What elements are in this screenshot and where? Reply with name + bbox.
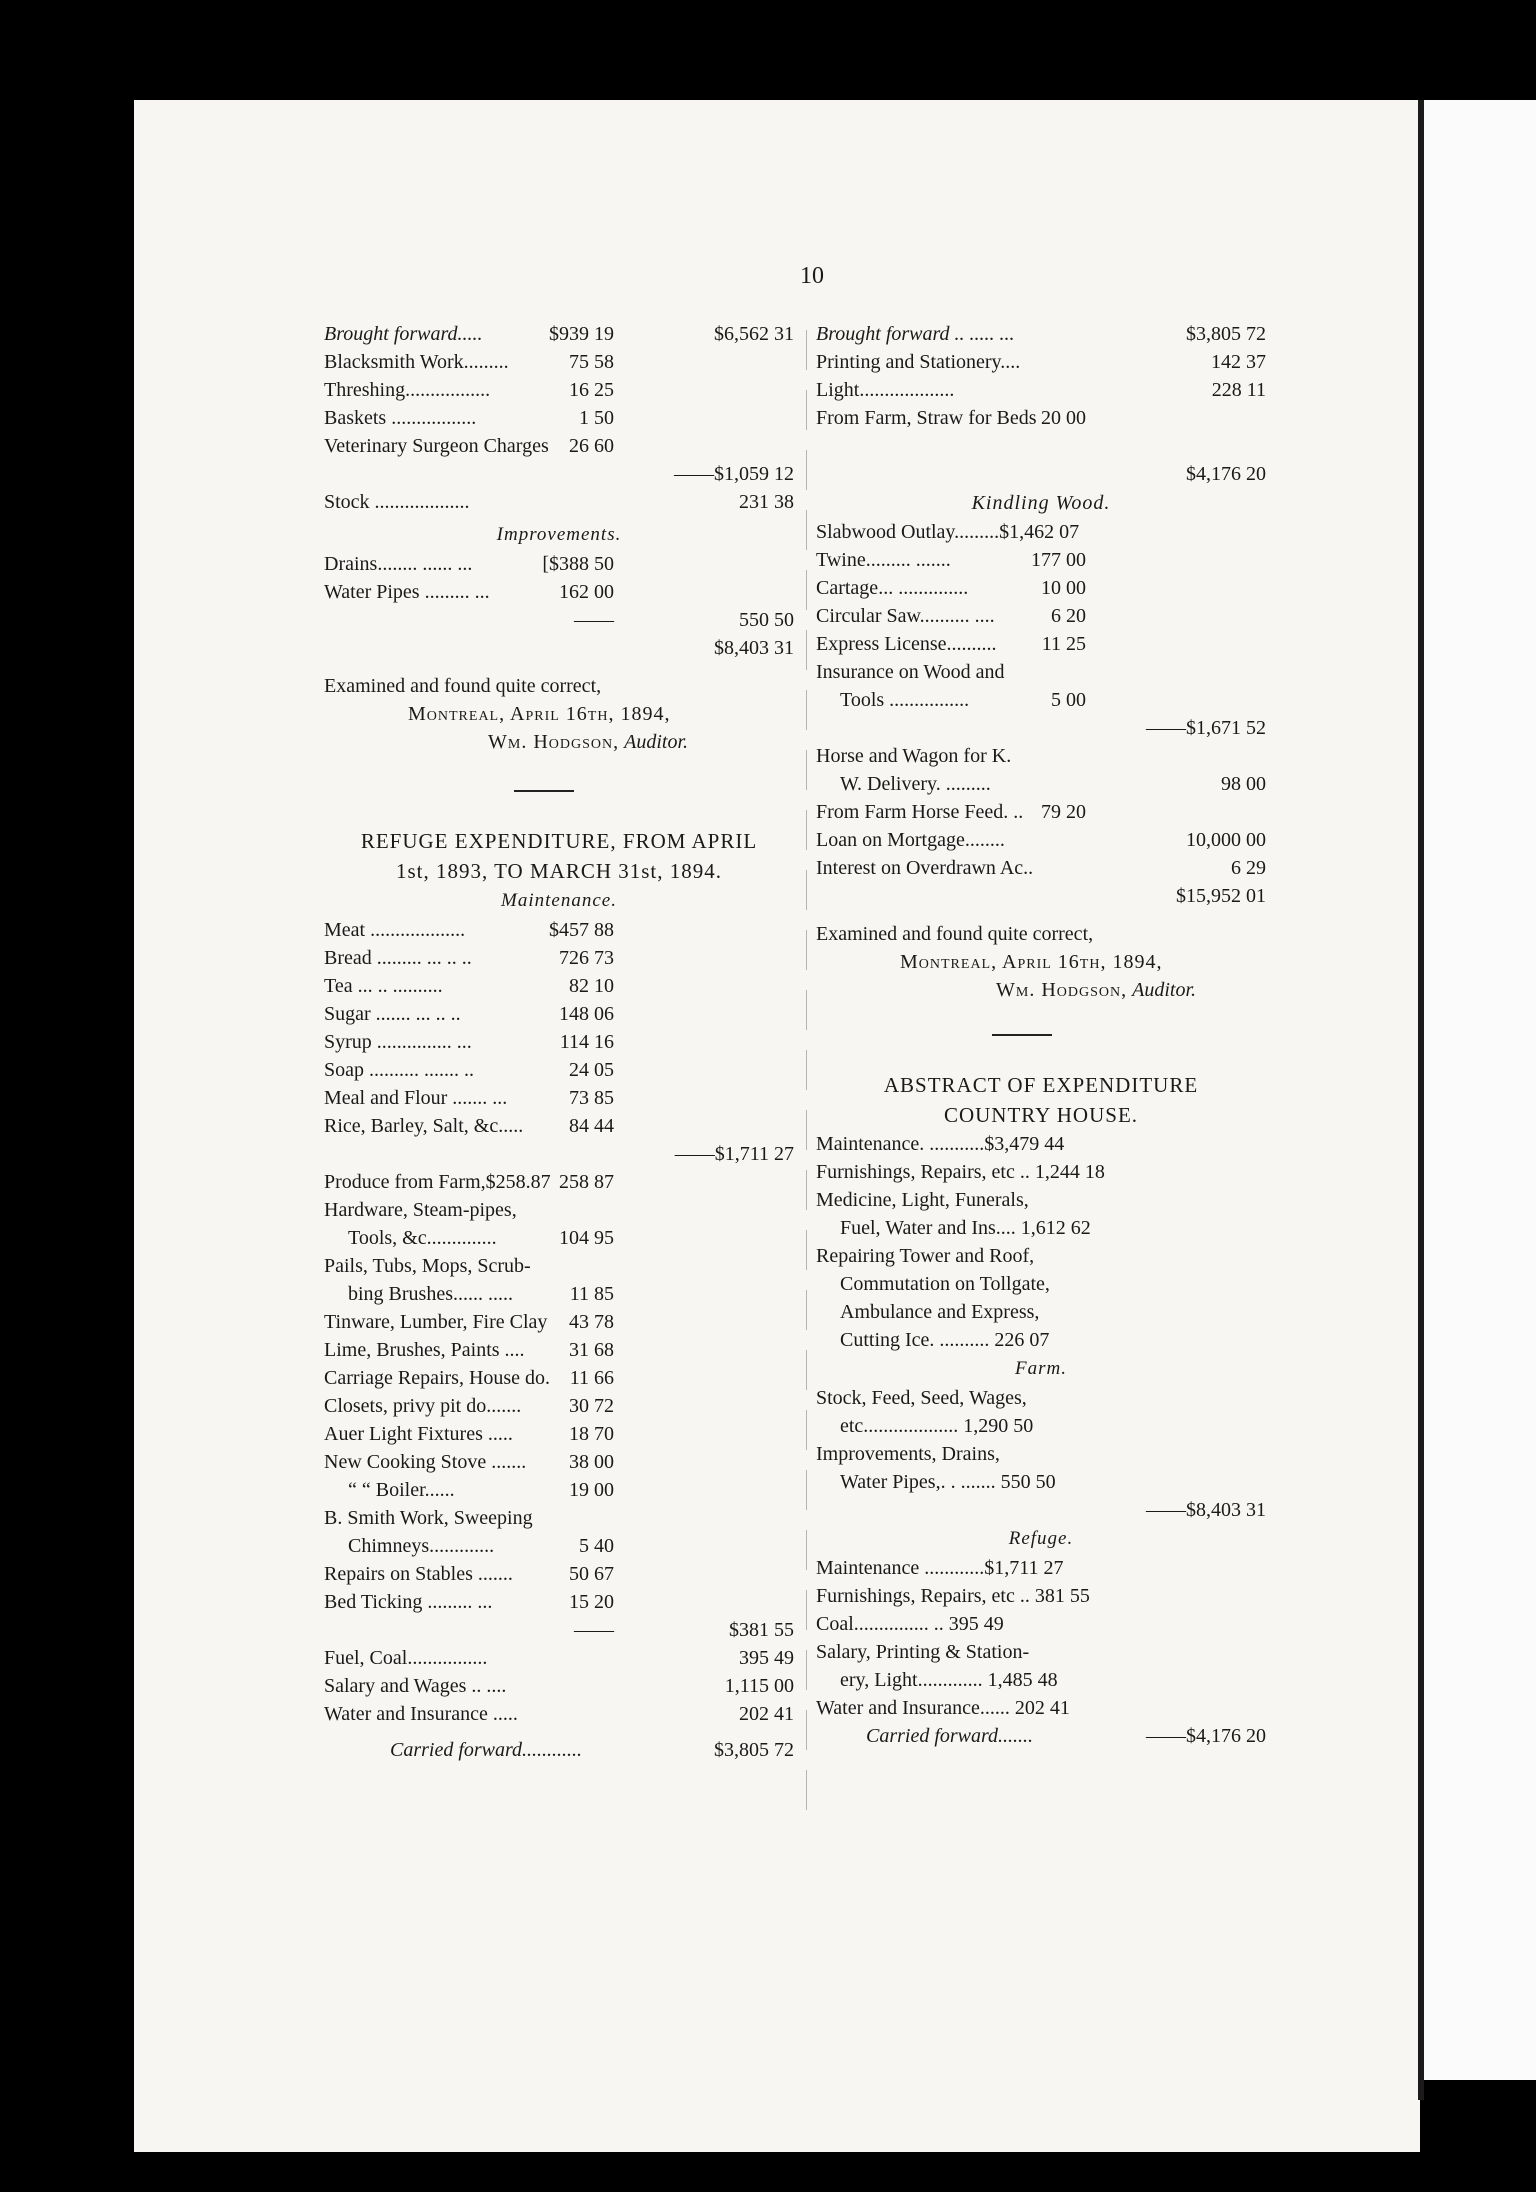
ledger-label: Baskets ................. <box>324 407 477 429</box>
ledger-row <box>816 1638 1266 1666</box>
ledger-row <box>816 518 1266 546</box>
ledger-label: Light................... <box>816 379 955 401</box>
ledger-label: Stock, Feed, Seed, Wages, <box>816 1387 1027 1409</box>
column-separator <box>806 330 807 1820</box>
ledger-label: Auer Light Fixtures ..... <box>324 1423 513 1445</box>
ledger-row <box>816 1554 1266 1582</box>
ledger-label: Printing and Stationery.... <box>816 351 1021 373</box>
ledger-label: Maintenance. ...........$3,479 44 <box>816 1133 1065 1155</box>
ledger-row <box>324 1700 794 1728</box>
montreal-date-right: Montreal, April 16th, 1894, <box>900 951 1163 973</box>
ledger-row <box>816 348 1266 376</box>
ledger-label: Threshing................. <box>324 379 491 401</box>
ledger-row <box>324 1588 794 1616</box>
ledger-total: 10,000 00 <box>1186 829 1266 851</box>
examined-text-right: Examined and found quite correct, <box>816 923 1094 945</box>
ledger-label: Water and Insurance ..... <box>324 1703 518 1725</box>
ledger-label: Loan on Mortgage........ <box>816 829 1005 851</box>
ledger-label: Salary, Printing & Station- <box>816 1641 1030 1663</box>
ledger-amount: 162 00 <box>559 581 614 603</box>
ledger-row <box>816 1440 1266 1468</box>
ledger-total: ——$1,059 12 <box>674 463 794 485</box>
carried-forward-value: $3,805 72 <box>714 1739 794 1761</box>
auditor-line-right <box>816 976 1266 1004</box>
ledger-label: Commutation on Tollgate, <box>840 1273 1050 1295</box>
ledger-amount: 726 73 <box>559 947 614 969</box>
ledger-row <box>324 550 794 578</box>
ledger-row <box>324 1084 794 1112</box>
ledger-amount: 38 00 <box>569 1451 614 1473</box>
ledger-label: Tinware, Lumber, Fire Clay <box>324 1311 548 1333</box>
abstract-heading-2: COUNTRY HOUSE. <box>943 1103 1139 1127</box>
ledger-label: Drains........ ...... ... <box>324 553 473 575</box>
ledger-row <box>816 1582 1266 1610</box>
ledger-row <box>324 1280 794 1308</box>
ledger-label: Furnishings, Repairs, etc .. 1,244 18 <box>816 1161 1105 1183</box>
ledger-amount: 11 66 <box>569 1367 614 1389</box>
ledger-total: 550 50 <box>739 609 794 631</box>
ledger-row <box>816 630 1266 658</box>
ledger-label: Closets, privy pit do....... <box>324 1395 522 1417</box>
ledger-row <box>324 1644 794 1672</box>
carried-forward-label-right: Carried forward....... <box>866 1725 1034 1747</box>
ledger-row <box>816 826 1266 854</box>
ledger-label: Interest on Overdrawn Ac.. <box>816 857 1034 879</box>
ledger-row <box>816 658 1266 686</box>
section-rule-right <box>992 1034 1052 1036</box>
ledger-row <box>816 1666 1266 1694</box>
ledger-label: Circular Saw.......... .... <box>816 605 995 627</box>
ledger-label: Bed Ticking ......... ... <box>324 1591 493 1613</box>
ledger-total: ——$8,403 31 <box>1146 1499 1266 1521</box>
ledger-row <box>816 686 1266 714</box>
ledger-total: $8,403 31 <box>714 637 794 659</box>
ledger-label: Water Pipes ......... ... <box>324 581 490 603</box>
ledger-row <box>816 460 1266 488</box>
ledger-label: New Cooking Stove ....... <box>324 1451 527 1473</box>
ledger-amount: $457 88 <box>549 919 614 941</box>
montreal-date: Montreal, April 16th, 1894, <box>408 703 671 725</box>
ledger-row <box>324 1392 794 1420</box>
ledger-amount: —— <box>574 1619 614 1641</box>
ledger-row <box>324 376 794 404</box>
ledger-amount: 148 06 <box>559 1003 614 1025</box>
ledger-row <box>324 320 794 348</box>
ledger-total: 395 49 <box>739 1647 794 1669</box>
abstract-heading-1: ABSTRACT OF EXPENDITURE <box>883 1073 1199 1097</box>
ledger-label: Repairs on Stables ....... <box>324 1563 513 1585</box>
kindling-title: Kindling Wood. <box>971 492 1111 514</box>
ledger-label: Blacksmith Work......... <box>324 351 509 373</box>
ledger-row <box>324 1420 794 1448</box>
ledger-total: $3,805 72 <box>1186 323 1266 345</box>
ledger-label: Coal............... .. 395 49 <box>816 1613 1004 1635</box>
ledger-label: Cartage... .............. <box>816 577 969 599</box>
ledger-row <box>324 1364 794 1392</box>
ledger-label: Meal and Flour ....... ... <box>324 1087 508 1109</box>
ledger-row <box>324 1532 794 1560</box>
carried-forward-row <box>324 1736 794 1764</box>
ledger-label: Hardware, Steam-pipes, <box>324 1199 517 1221</box>
ledger-row <box>324 1196 794 1224</box>
ledger-row <box>816 798 1266 826</box>
ledger-amount: 18 70 <box>569 1423 614 1445</box>
ledger-label: Pails, Tubs, Mops, Scrub- <box>324 1255 531 1277</box>
ledger-amount: 15 20 <box>569 1591 614 1613</box>
ledger-label: Salary and Wages .. .... <box>324 1675 507 1697</box>
ledger-total: ——$1,671 52 <box>1146 717 1266 739</box>
ledger-label: bing Brushes...... ..... <box>348 1283 513 1305</box>
ledger-row <box>324 916 794 944</box>
auditor-line <box>324 728 794 756</box>
ledger-row <box>324 1112 794 1140</box>
refuge-heading-1: REFUGE EXPENDITURE, FROM APRIL <box>360 829 758 853</box>
auditor-title: Auditor. <box>624 731 689 753</box>
ledger-row <box>816 1298 1266 1326</box>
ledger-amount: 26 60 <box>569 435 614 457</box>
ledger-row <box>324 578 794 606</box>
ledger-label: Soap .......... ....... .. <box>324 1059 474 1081</box>
left-column <box>324 320 794 1764</box>
farm-title: Farm. <box>1015 1358 1067 1379</box>
ledger-label: B. Smith Work, Sweeping <box>324 1507 533 1529</box>
examined-text: Examined and found quite correct, <box>324 675 602 697</box>
ledger-label: W. Delivery. ......... <box>840 773 991 795</box>
ledger-row <box>816 714 1266 742</box>
ledger-row <box>324 1308 794 1336</box>
ledger-label: Fuel, Coal................ <box>324 1647 488 1669</box>
ledger-total: $381 55 <box>729 1619 794 1641</box>
ledger-label: Slabwood Outlay.........$1,462 07 <box>816 521 1080 543</box>
ledger-row <box>816 602 1266 630</box>
ledger-label: Syrup ............... ... <box>324 1031 472 1053</box>
ledger-label: Tools ................ <box>840 689 970 711</box>
refuge-title: Refuge. <box>1008 1528 1074 1549</box>
auditor-name-right: Wm. Hodgson, <box>996 979 1128 1001</box>
ledger-amount: 16 25 <box>569 379 614 401</box>
ledger-amount: 20 00 <box>1041 407 1086 429</box>
ledger-amount: 258 87 <box>559 1171 614 1193</box>
ledger-row <box>816 1694 1266 1722</box>
right-rows5 <box>816 1554 1266 1722</box>
ledger-row <box>816 1496 1266 1524</box>
ledger-amount: 30 72 <box>569 1395 614 1417</box>
ledger-label: Express License.......... <box>816 633 997 655</box>
ledger-row <box>324 1504 794 1532</box>
ledger-total: $4,176 20 <box>1186 463 1266 485</box>
ledger-total: 6 29 <box>1231 857 1266 879</box>
ledger-amount: 19 00 <box>569 1479 614 1501</box>
ledger-label: Fuel, Water and Ins.... 1,612 62 <box>840 1217 1091 1239</box>
ledger-row <box>324 488 794 516</box>
carried-forward-value-right: ——$4,176 20 <box>1146 1725 1266 1747</box>
ledger-total: $6,562 31 <box>714 323 794 345</box>
ledger-row <box>816 1270 1266 1298</box>
ledger-label: Brought forward..... <box>324 323 483 345</box>
ledger-row <box>324 606 794 634</box>
ledger-amount: 114 16 <box>559 1031 614 1053</box>
ledger-total: 231 38 <box>739 491 794 513</box>
ledger-label: Horse and Wagon for K. <box>816 745 1012 767</box>
ledger-amount: 10 00 <box>1041 577 1086 599</box>
ledger-label: Maintenance ............$1,711 27 <box>816 1557 1064 1579</box>
ledger-row <box>324 634 794 662</box>
ledger-label: Ambulance and Express, <box>840 1301 1040 1323</box>
left-rows2 <box>324 550 794 662</box>
ledger-amount: [$388 50 <box>542 553 614 575</box>
ledger-row <box>816 1242 1266 1270</box>
left-rows1 <box>324 320 794 516</box>
ledger-row <box>816 1158 1266 1186</box>
right-rows2 <box>816 518 1266 910</box>
improvements-title: Improvements. <box>496 524 622 545</box>
ledger-amount: 24 05 <box>569 1059 614 1081</box>
maintenance-title: Maintenance. <box>501 890 617 911</box>
ledger-row <box>816 1384 1266 1412</box>
ledger-label: Insurance on Wood and <box>816 661 1005 683</box>
ledger-row <box>816 574 1266 602</box>
ledger-row <box>816 320 1266 348</box>
ledger-row <box>816 404 1266 432</box>
ledger-row <box>816 432 1266 460</box>
ledger-label: Cutting Ice. .......... 226 07 <box>840 1329 1050 1351</box>
ledger-row <box>324 1028 794 1056</box>
ledger-label: Brought forward .. ..... ... <box>816 323 1015 345</box>
ledger-row <box>324 1056 794 1084</box>
ledger-amount: 5 40 <box>579 1535 614 1557</box>
ledger-label: From Farm, Straw for Beds <box>816 407 1037 429</box>
ledger-amount: 11 25 <box>1041 633 1086 655</box>
ledger-amount: 6 20 <box>1051 605 1086 627</box>
ledger-label: Furnishings, Repairs, etc .. 381 55 <box>816 1585 1090 1607</box>
ledger-row <box>816 1610 1266 1638</box>
right-rows1 <box>816 320 1266 488</box>
ledger-label: Lime, Brushes, Paints .... <box>324 1339 525 1361</box>
ledger-label: Veterinary Surgeon Charges <box>324 435 549 457</box>
ledger-row <box>324 972 794 1000</box>
ledger-amount: 31 68 <box>569 1339 614 1361</box>
ledger-row <box>324 944 794 972</box>
ledger-row <box>324 1560 794 1588</box>
right-rows3 <box>816 1130 1266 1354</box>
ledger-row <box>324 1448 794 1476</box>
auditor-name: Wm. Hodgson, <box>488 731 620 753</box>
ledger-label: Rice, Barley, Salt, &c..... <box>324 1115 524 1137</box>
ledger-total: 98 00 <box>1221 773 1266 795</box>
ledger-amount: $939 19 <box>549 323 614 345</box>
ledger-row <box>324 1168 794 1196</box>
ledger-row <box>816 854 1266 882</box>
ledger-total: 142 37 <box>1211 351 1266 373</box>
ledger-amount: 104 95 <box>559 1227 614 1249</box>
ledger-row <box>324 1140 794 1168</box>
ledger-total: $15,952 01 <box>1176 885 1266 907</box>
ledger-label: Bread ......... ... .. .. <box>324 947 472 969</box>
ledger-label: Tools, &c.............. <box>348 1227 497 1249</box>
right-column <box>816 320 1266 1750</box>
refuge-heading-2: 1st, 1893, TO MARCH 31st, 1894. <box>395 859 722 883</box>
ledger-label: Water Pipes,. . ....... 550 50 <box>840 1471 1056 1493</box>
ledger-label: Produce from Farm,$258.87 <box>324 1171 551 1193</box>
ledger-amount: 79 20 <box>1041 801 1086 823</box>
ledger-total: 1,115 00 <box>724 1675 794 1697</box>
ledger-amount: 75 58 <box>569 351 614 373</box>
ledger-label: Repairing Tower and Roof, <box>816 1245 1035 1267</box>
ledger-amount: 50 67 <box>569 1563 614 1585</box>
carried-forward-row-right <box>816 1722 1266 1750</box>
ledger-row <box>324 1224 794 1252</box>
ledger-label: ery, Light............. 1,485 48 <box>840 1669 1058 1691</box>
ledger-label: Stock ................... <box>324 491 470 513</box>
ledger-label: Twine......... ....... <box>816 549 951 571</box>
ledger-label: Medicine, Light, Funerals, <box>816 1189 1029 1211</box>
ledger-row <box>324 1616 794 1644</box>
auditor-title-right: Auditor. <box>1132 979 1197 1001</box>
ledger-row <box>816 1214 1266 1242</box>
ledger-label: etc................... 1,290 50 <box>840 1415 1034 1437</box>
ledger-label: “ “ Boiler...... <box>348 1479 455 1501</box>
ledger-amount: 73 85 <box>569 1087 614 1109</box>
ledger-label: Improvements, Drains, <box>816 1443 1000 1465</box>
ledger-amount: 82 10 <box>569 975 614 997</box>
ledger-row <box>816 770 1266 798</box>
ledger-amount: 11 85 <box>569 1283 614 1305</box>
ledger-row <box>816 1186 1266 1214</box>
ledger-label: Tea ... .. .......... <box>324 975 443 997</box>
ledger-row <box>324 1252 794 1280</box>
right-rows4 <box>816 1384 1266 1524</box>
ledger-amount: —— <box>574 609 614 631</box>
ledger-amount: 5 00 <box>1051 689 1086 711</box>
ledger-row <box>324 348 794 376</box>
ledger-label: Sugar ....... ... .. .. <box>324 1003 461 1025</box>
ledger-row <box>324 460 794 488</box>
ledger-row <box>324 1672 794 1700</box>
ledger-row <box>324 1476 794 1504</box>
ledger-amount: 43 78 <box>569 1311 614 1333</box>
ledger-label: Carriage Repairs, House do. <box>324 1367 551 1389</box>
ledger-total: 202 41 <box>739 1703 794 1725</box>
ledger-label: From Farm Horse Feed. .. <box>816 801 1024 823</box>
ledger-label: Water and Insurance...... 202 41 <box>816 1697 1070 1719</box>
ledger-row <box>324 404 794 432</box>
ledger-label: Meat ................... <box>324 919 466 941</box>
ledger-label: Chimneys............. <box>348 1535 495 1557</box>
page-number: 10 <box>800 263 824 289</box>
ledger-row <box>816 742 1266 770</box>
ledger-row <box>324 432 794 460</box>
ledger-row <box>816 1412 1266 1440</box>
ledger-row <box>816 546 1266 574</box>
ledger-total: 228 11 <box>1211 379 1266 401</box>
ledger-row <box>816 376 1266 404</box>
ledger-row <box>816 1468 1266 1496</box>
section-rule <box>514 790 574 792</box>
ledger-total: ——$1,711 27 <box>674 1143 794 1165</box>
carried-forward-label: Carried forward............ <box>390 1739 583 1761</box>
ledger-row <box>816 882 1266 910</box>
ledger-row <box>324 1336 794 1364</box>
ledger-amount: 84 44 <box>569 1115 614 1137</box>
ledger-amount: 1 50 <box>579 407 614 429</box>
adjacent-page-edge <box>1424 100 1536 2080</box>
ledger-row <box>816 1326 1266 1354</box>
left-rows3 <box>324 916 794 1728</box>
ledger-amount: 177 00 <box>1031 549 1086 571</box>
ledger-row <box>324 1000 794 1028</box>
ledger-row <box>816 1130 1266 1158</box>
